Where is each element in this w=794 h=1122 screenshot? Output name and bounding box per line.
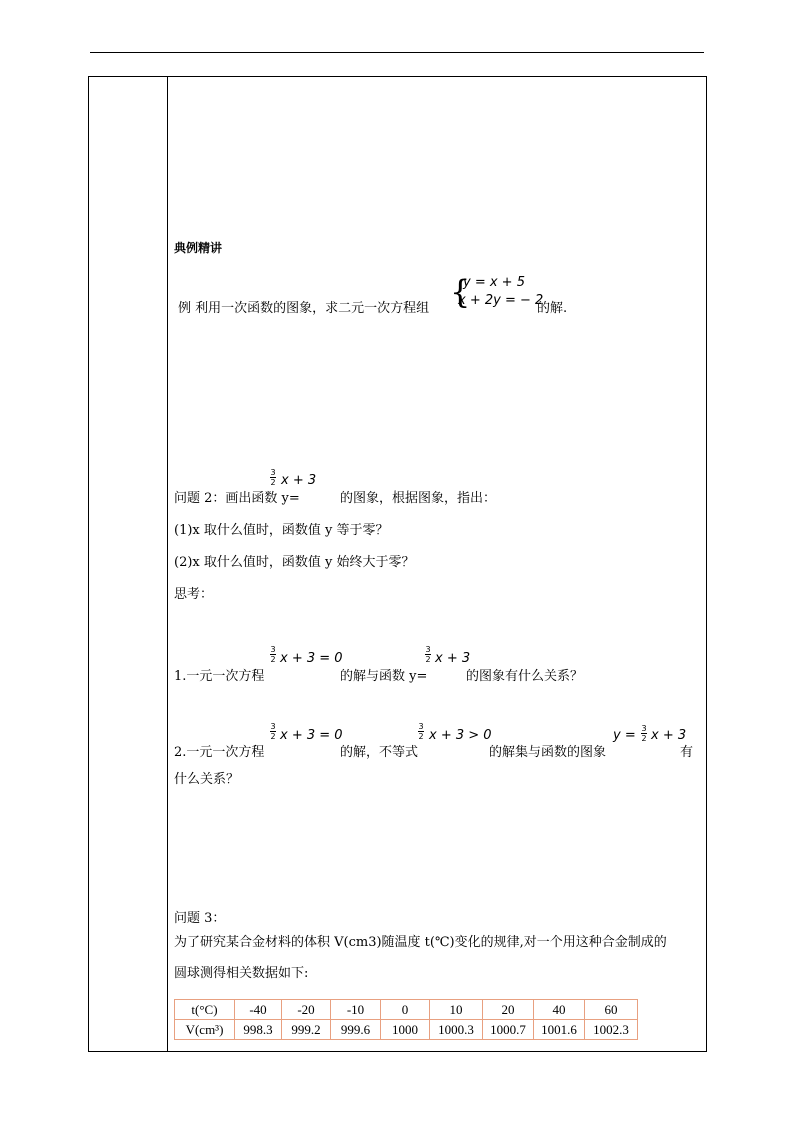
header-rule	[90, 52, 704, 53]
frac-den: 2	[270, 732, 276, 741]
table-cell: 999.2	[282, 1020, 331, 1040]
table-cell: 1000.3	[430, 1020, 483, 1040]
equation-2-text: x + 2y = − 2	[458, 293, 544, 308]
t1-expr-1-text: x + 3 = 0	[280, 651, 343, 666]
equation-brace: {	[450, 273, 471, 311]
t2-part-d: 有	[680, 745, 694, 760]
t2-expr-2	[429, 729, 492, 743]
table-cell: -20	[282, 1000, 331, 1020]
table-cell: 1000	[381, 1020, 430, 1040]
table-cell: -10	[331, 1000, 381, 1020]
equation-1-text: y = x + 5	[463, 275, 525, 290]
t1-fraction-2	[425, 645, 431, 664]
frac-num: 3	[418, 722, 424, 731]
table-row-volume	[175, 1020, 638, 1040]
t2-fraction-1	[270, 722, 276, 741]
data-table	[174, 999, 638, 1040]
table-row-temperature	[175, 1000, 638, 1020]
table-cell: 1002.3	[585, 1020, 638, 1040]
table-cell: t(°C)	[175, 1000, 235, 1020]
frac-num: 3	[270, 722, 276, 731]
table-cell: 1001.6	[534, 1020, 585, 1040]
t2-expr-2-text: x + 3 > 0	[429, 728, 492, 743]
q2-item-1: (1)x 取什么值时，函数值 y 等于零？	[174, 523, 389, 538]
frac-den: 2	[270, 478, 276, 487]
equation-1	[463, 276, 525, 290]
frac-num: 3	[425, 645, 431, 654]
table-cell: -40	[235, 1000, 282, 1020]
frac-num: 3	[270, 645, 276, 654]
table-cell: 0	[381, 1000, 430, 1020]
t2-expr-3-right	[651, 729, 686, 743]
section-title: 典例精讲	[174, 241, 223, 255]
left-column	[89, 77, 168, 1051]
frac-den: 2	[641, 734, 647, 743]
q2-item-2: (2)x 取什么值时，函数值 y 始终大于零？	[174, 555, 415, 570]
t2-part-c: 的解集与函数的图象	[489, 745, 607, 760]
table-cell: 10	[430, 1000, 483, 1020]
table-cell: 60	[585, 1000, 638, 1020]
frac-num: 3	[641, 724, 647, 733]
t2-fraction-2	[418, 722, 424, 741]
t2-expr-3-left-text: y =	[613, 728, 636, 743]
t1-expr-1	[280, 652, 343, 666]
think-label: 思考：	[174, 587, 214, 602]
equation-2	[458, 294, 543, 308]
t1-part-a: 1.一元一次方程	[174, 669, 265, 684]
t2-expr-3-left	[613, 729, 636, 743]
t1-fraction-1	[270, 645, 276, 664]
t2-part-a: 2.一元一次方程	[174, 745, 265, 760]
t2-expr-3-right-text: x + 3	[651, 728, 687, 743]
frac-num: 3	[270, 468, 276, 477]
table-cell: 998.3	[235, 1020, 282, 1040]
t2-fraction-3	[641, 724, 647, 743]
t2-expr-1-text: x + 3 = 0	[280, 728, 343, 743]
t2-line-2: 什么关系？	[174, 772, 240, 787]
t2-expr-1	[280, 729, 343, 743]
t2-part-b: 的解，不等式	[340, 745, 419, 760]
t1-expr-2-text: x + 3	[435, 651, 471, 666]
table-cell: 999.6	[331, 1020, 381, 1040]
q2-expr	[281, 474, 316, 488]
frac-den: 2	[418, 732, 424, 741]
q3-line-1: 为了研究某合金材料的体积 V(cm3)随温度 t(℃)变化的规律,对一个用这种合金制成的	[174, 935, 667, 950]
t1-expr-2	[435, 652, 470, 666]
table-cell: 20	[483, 1000, 534, 1020]
example-suffix: 的解.	[537, 301, 568, 316]
table-cell: 40	[534, 1000, 585, 1020]
frac-den: 2	[270, 655, 276, 664]
frac-den: 2	[425, 655, 431, 664]
t1-part-b: 的解与函数 y=	[340, 669, 428, 684]
q2-suffix: 的图象，根据图象，指出：	[340, 491, 497, 506]
example-prefix: 例 利用一次函数的图象，求二元一次方程组	[178, 301, 430, 316]
q2-fraction	[270, 468, 276, 487]
t1-part-c: 的图象有什么关系？	[466, 669, 584, 684]
q3-title: 问题 3：	[174, 911, 226, 926]
table-cell: V(cm³)	[175, 1020, 235, 1040]
q2-expr-text: x + 3	[281, 473, 317, 488]
q2-prefix: 问题 2：画出函数 y=	[174, 491, 300, 506]
q3-line-2: 圆球测得相关数据如下:	[174, 966, 309, 981]
table-cell: 1000.7	[483, 1020, 534, 1040]
